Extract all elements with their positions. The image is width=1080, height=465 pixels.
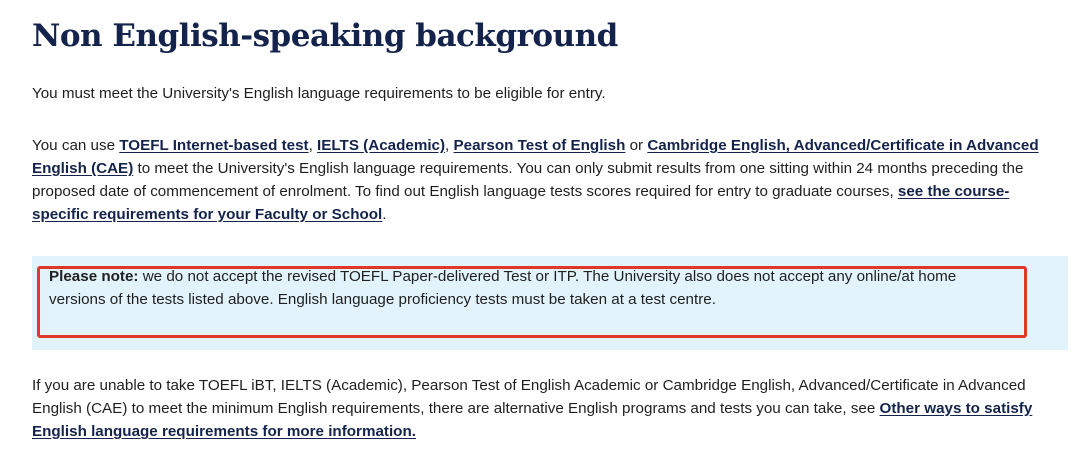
tests-separator-text: or <box>625 137 648 154</box>
tests-separator-text: , <box>445 137 454 154</box>
pearson-link[interactable]: Pearson Test of English <box>453 137 626 154</box>
other-ways-link[interactable]: Other ways to satisfy English language requirements for more information. <box>32 400 1033 440</box>
tests-separator-text: , <box>308 137 318 154</box>
tests-paragraph <box>32 134 1062 226</box>
note-label: Please note: <box>49 268 139 285</box>
tests-middle-text: to meet the University's English language requirements. You can only submit results from one sitting within 24 months preceding the proposed date of commencement of enrolment. To find out English language tests scores required for entry to graduate courses, <box>32 160 1024 200</box>
cambridge-link[interactable]: Cambridge English, Advanced/Certificate in Advanced English (CAE) <box>32 137 1039 177</box>
toefl-link[interactable]: TOEFL Internet-based test <box>119 137 309 154</box>
tests-suffix-text: . <box>382 206 387 223</box>
page-title: Non English-speaking background <box>32 18 618 54</box>
ielts-link[interactable]: IELTS (Academic) <box>317 137 446 154</box>
note-body: we do not accept the revised TOEFL Paper-delivered Test or ITP. The University also does not accept any online/at home versions of the tests listed above. English language proficiency tests must be taken at a test centre. <box>49 268 957 308</box>
note-text <box>49 265 1009 311</box>
course-specific-requirements-link[interactable]: see the course-specific requirements for your Faculty or School <box>32 183 1010 223</box>
tests-prefix-text: You can use <box>32 137 120 154</box>
alternative-paragraph <box>32 374 1052 443</box>
note-callout <box>32 256 1068 350</box>
alternative-text: If you are unable to take TOEFL iBT, IELTS (Academic), Pearson Test of English Academic or Cambridge English, Advanced/Certificate in Advanced English (CAE) to meet the minimum English requirements, there are alternative English programs and tests you can take, see <box>32 377 1026 417</box>
intro-paragraph: You must meet the University's English language requirements to be eligible for entry. <box>32 85 606 102</box>
